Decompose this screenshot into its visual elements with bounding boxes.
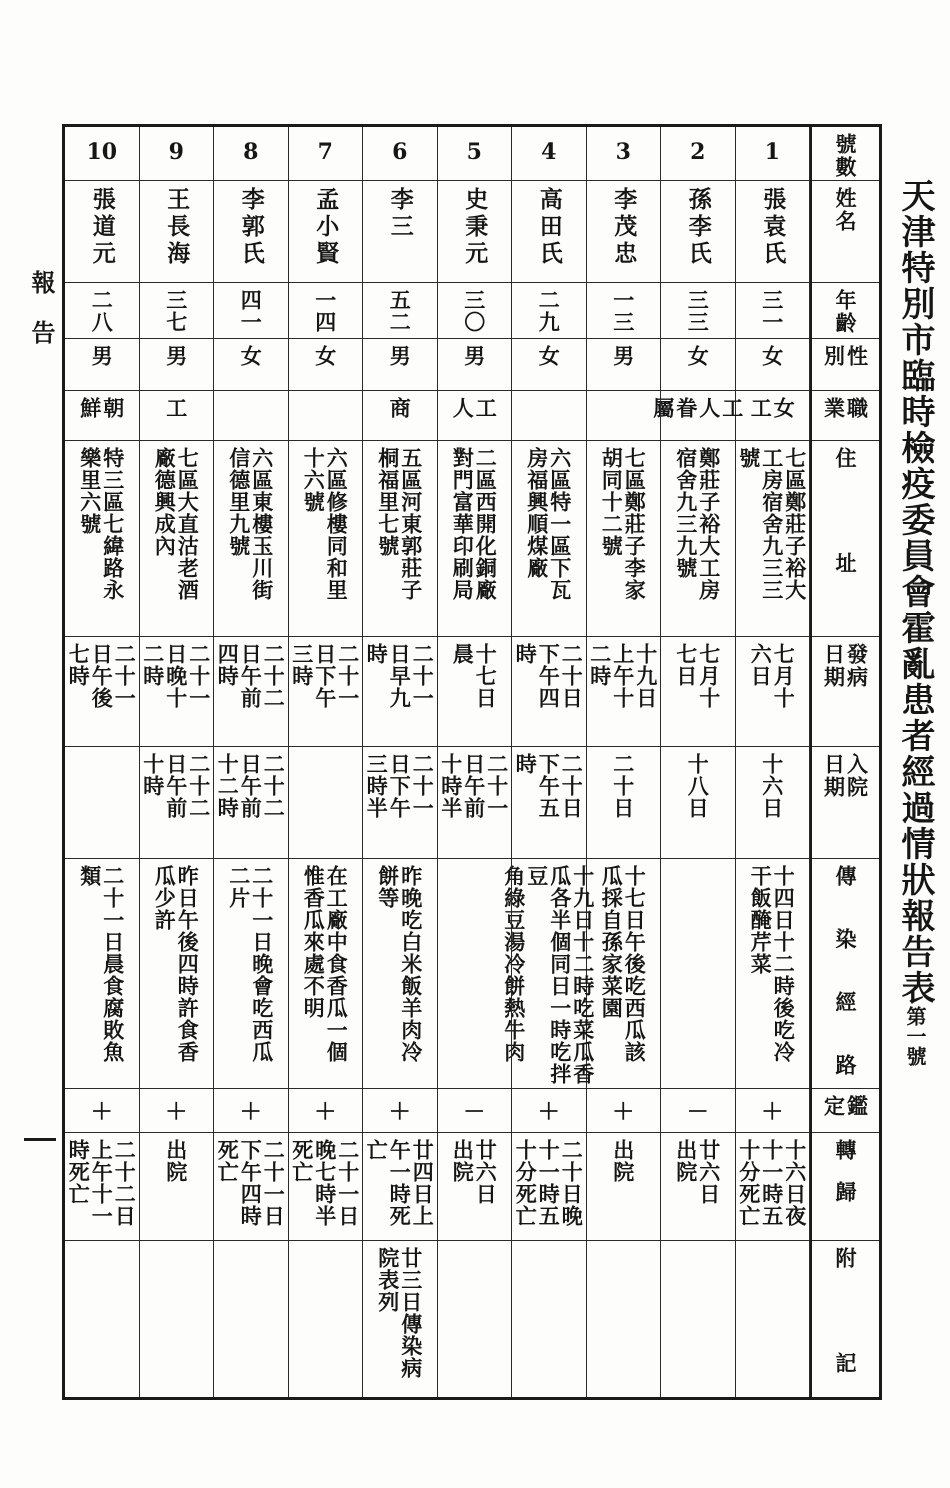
header-remarks-label: 附 記: [833, 1247, 858, 1373]
cell-age-text: 四一: [238, 289, 264, 333]
cell-route-text: 十四日十二時後吃冷 干飯醃芹菜: [748, 865, 797, 1063]
cell-occupation: [214, 391, 288, 441]
cell-verdict: [587, 1089, 661, 1133]
cell-remarks: [587, 1241, 661, 1397]
cell-name-text: 李三: [386, 187, 414, 241]
cell-address: [438, 441, 512, 637]
cell-occupation-text: 商: [387, 397, 413, 419]
cell-outcome-text: 出院: [610, 1139, 636, 1183]
cell-outcome: [661, 1133, 735, 1241]
cell-age: [512, 283, 586, 339]
cell-remarks: [363, 1241, 437, 1397]
patient-column: [650, 127, 745, 1397]
cell-admission-text: 二十一 日午前 十時半: [438, 753, 510, 819]
cell-admission: [140, 747, 214, 859]
cell-occupation-text: 工人 眷屬: [650, 397, 745, 419]
cell-admission-text: 十八日: [685, 753, 711, 819]
cell-address-text: 特三區七緯路永 樂里六號: [77, 447, 126, 601]
cell-verdict-text: －: [686, 1099, 709, 1125]
cell-sex-text: 女: [536, 345, 562, 367]
header-no-label: 號數: [833, 133, 858, 179]
patient-column: [65, 127, 140, 1397]
header-onset-label: 發病 日期: [821, 643, 870, 689]
cell-no-text: 2: [690, 139, 706, 165]
cell-admission-text: 二十二 日午前 十二時: [215, 753, 287, 819]
cell-onset-text: 二十日 下午四 時: [513, 643, 585, 709]
cell-outcome-text: 出院: [163, 1139, 189, 1183]
cell-sex: [736, 339, 810, 391]
cell-age-text: 五二: [387, 289, 413, 333]
cell-address-text: 鄭莊子裕大工房 宿舍九三九號: [673, 447, 722, 601]
cell-remarks: [512, 1241, 586, 1397]
cell-sex-text: 女: [685, 345, 711, 367]
side-label: 報告: [27, 270, 56, 370]
cell-age: [65, 283, 139, 339]
cell-address-text: 五區河東郭莊子 桐福里七號: [375, 447, 424, 601]
cell-admission: [736, 747, 810, 859]
cell-verdict-text: ＋: [537, 1099, 560, 1125]
cell-verdict: [65, 1089, 139, 1133]
cell-occupation-text: 工人: [450, 397, 499, 419]
cell-age: [736, 283, 810, 339]
cell-outcome-text: 廿六日 出院: [450, 1139, 499, 1205]
cell-outcome-text: 二十一日 晚七時半 死亡: [289, 1139, 361, 1227]
cell-sex: [438, 339, 512, 391]
cell-verdict-text: ＋: [165, 1099, 188, 1125]
cell-age: [587, 283, 661, 339]
cell-name: [363, 181, 437, 283]
cell-name: [512, 181, 586, 283]
header-occupation-label: 職業: [821, 397, 870, 420]
cell-occupation-text: 工: [163, 397, 189, 419]
cell-age: [438, 283, 512, 339]
cell-age-text: 一三: [610, 289, 636, 333]
cell-name-text: 張道元: [88, 187, 116, 268]
cell-age: [363, 283, 437, 339]
cell-verdict: [512, 1089, 586, 1133]
cell-admission-text: 二十一 日下午 三時半: [364, 753, 436, 819]
cell-name-text: 史秉元: [461, 187, 489, 268]
patient-column: [140, 127, 215, 1397]
cell-onset: [736, 637, 810, 747]
cell-route: [501, 859, 596, 1089]
cell-sex: [587, 339, 661, 391]
cell-sex-text: 女: [238, 345, 264, 367]
cell-admission-text: 二十二 日午前 十時: [140, 753, 212, 819]
cell-route-text: 十九日十二時吃菜瓜香 瓜各半個同日一時吃拌豆 角綠豆湯冷餅熱牛肉: [501, 865, 596, 1085]
cell-age-text: 三一: [759, 289, 785, 333]
header-route-label: 傳 染 經 路: [833, 865, 858, 1075]
cell-address-text: 六區修樓同和里 十六號: [301, 447, 350, 601]
cell-name-text: 王長海: [163, 187, 191, 268]
cell-age-text: 二九: [536, 289, 562, 333]
cell-occupation: [140, 391, 214, 441]
cell-onset-text: 七月十 六日: [748, 643, 797, 709]
cell-no-text: 1: [764, 139, 780, 165]
cell-verdict-text: ＋: [314, 1099, 337, 1125]
cell-route-text: 昨日午後四時許食香 瓜少許: [152, 865, 201, 1063]
cell-onset-text: 二十一 日早九 時: [364, 643, 436, 709]
header-verdict: [812, 1089, 879, 1133]
cell-onset: [65, 637, 139, 747]
header-sex-label: 性別: [821, 345, 870, 368]
cell-address: [363, 441, 437, 637]
cell-verdict-text: －: [463, 1099, 486, 1125]
cell-admission: [587, 747, 661, 859]
header-occupation: [812, 391, 879, 441]
patient-column: [501, 127, 596, 1397]
cell-sex: [214, 339, 288, 391]
cell-name-text: 高田氏: [535, 187, 563, 268]
cell-no-text: 4: [541, 139, 557, 165]
cell-sex: [289, 339, 363, 391]
patient-column: [363, 127, 438, 1397]
cell-no: [736, 127, 810, 181]
cell-occupation: [438, 391, 512, 441]
cell-no-text: 6: [392, 139, 408, 165]
header-onset: [812, 637, 879, 747]
cell-occupation-text: 朝鮮: [77, 397, 126, 419]
cell-no-text: 10: [86, 139, 118, 165]
cell-remarks: [65, 1241, 139, 1397]
cell-onset: [512, 637, 586, 747]
cell-sex-text: 男: [461, 345, 487, 367]
page-title: [888, 178, 938, 1228]
cell-route: [587, 859, 661, 1089]
cell-name: [289, 181, 363, 283]
cell-address: [65, 441, 139, 637]
cell-remarks: [438, 1241, 512, 1397]
cell-address-text: 六區特一區下瓦 房福興順煤廠: [524, 447, 573, 601]
header-outcome-label: 轉 歸: [833, 1139, 858, 1202]
cell-address: [140, 441, 214, 637]
cell-remarks-text: 廿三日傳染病 院表列: [375, 1247, 424, 1379]
cell-route-text: 十七日午後吃西瓜該 瓜採自孫家菜園: [599, 865, 648, 1063]
header-address: [812, 441, 879, 637]
cell-onset: [661, 637, 735, 747]
page-number: [24, 1138, 56, 1147]
cell-occupation: [289, 391, 363, 441]
header-column: [810, 127, 879, 1397]
cell-outcome: [438, 1133, 512, 1241]
header-age-label: 年齡: [833, 289, 858, 335]
patient-column: [438, 127, 513, 1397]
cell-outcome-text: 二十日晚 十一時五 十分死亡: [513, 1139, 585, 1227]
title-suffix: 第一號: [903, 1006, 927, 1066]
cell-onset-text: 十九日 上午十 二時: [587, 643, 659, 709]
header-route: [812, 859, 879, 1089]
cell-no-text: 3: [615, 139, 631, 165]
cell-no: [438, 127, 512, 181]
cell-remarks: [289, 1241, 363, 1397]
cell-sex-text: 女: [759, 345, 785, 367]
cell-route: [736, 859, 810, 1089]
patient-column: [289, 127, 364, 1397]
header-age: [812, 283, 879, 339]
cell-name-text: 李郭氏: [237, 187, 265, 268]
cell-remarks: [214, 1241, 288, 1397]
cell-sex-text: 男: [610, 345, 636, 367]
cell-sex-text: 女: [312, 345, 338, 367]
cell-age: [289, 283, 363, 339]
cell-outcome-text: 廿六日 出院: [673, 1139, 722, 1205]
cell-verdict: [214, 1089, 288, 1133]
cell-verdict-text: ＋: [761, 1099, 784, 1125]
cell-age: [661, 283, 735, 339]
cell-age-text: 二八: [89, 289, 115, 333]
cell-onset-text: 二十一 日下午 三時: [289, 643, 361, 709]
cell-no: [140, 127, 214, 181]
cell-age-text: 三〇: [461, 289, 487, 333]
cell-name: [736, 181, 810, 283]
cell-admission: [438, 747, 512, 859]
header-name: [812, 181, 879, 283]
cell-address-text: 七區鄭莊子李家 胡同十二號: [599, 447, 648, 601]
cell-address-text: 七區大直沽老酒 廠德興成內: [152, 447, 201, 601]
cell-outcome: [214, 1133, 288, 1241]
cell-age-text: 一四: [312, 289, 338, 333]
cell-verdict: [140, 1089, 214, 1133]
cell-sex-text: 男: [163, 345, 189, 367]
cell-no: [363, 127, 437, 181]
cell-name: [140, 181, 214, 283]
cell-outcome: [736, 1133, 810, 1241]
cell-address: [214, 441, 288, 637]
cell-no: [214, 127, 288, 181]
cell-verdict: [736, 1089, 810, 1133]
cell-age-text: 三三: [685, 289, 711, 333]
cell-no-text: 9: [168, 139, 184, 165]
cell-age-text: 三七: [163, 289, 189, 333]
cell-name: [65, 181, 139, 283]
cell-onset-text: 二十一 日午後 七時: [66, 643, 138, 709]
cell-verdict-text: ＋: [612, 1099, 635, 1125]
cell-route: [661, 859, 735, 1089]
cell-sex: [140, 339, 214, 391]
cell-occupation: [65, 391, 139, 441]
cell-onset: [289, 637, 363, 747]
cell-remarks: [736, 1241, 810, 1397]
title-text: 天津特別市臨時檢疫委員會霍亂患者經過情狀報告表: [895, 178, 935, 1006]
cell-onset: [587, 637, 661, 747]
cell-name-text: 孟小賢: [312, 187, 340, 268]
cell-route: [289, 859, 363, 1089]
cell-onset-text: 十七日 晨: [450, 643, 499, 709]
header-name-label: 姓名: [833, 187, 858, 233]
cell-sex: [661, 339, 735, 391]
cell-admission: [661, 747, 735, 859]
cell-outcome: [363, 1133, 437, 1241]
cell-route-text: 二十一日晨食腐敗魚 類: [77, 865, 126, 1063]
cell-address-text: 七區鄭莊子裕大 工房宿舍九三三 號: [736, 447, 808, 601]
cell-remarks: [140, 1241, 214, 1397]
cell-onset-text: 七月十 七日: [673, 643, 722, 709]
cell-admission: [214, 747, 288, 859]
cell-address: [289, 441, 363, 637]
cell-address: [587, 441, 661, 637]
cell-route: [65, 859, 139, 1089]
cell-admission: [363, 747, 437, 859]
cell-outcome-text: 廿四日上 午一時死 亡: [364, 1139, 436, 1227]
cell-outcome: [140, 1133, 214, 1241]
cell-occupation: [512, 391, 586, 441]
cell-admission-text: 二十日: [610, 753, 636, 819]
cell-name: [661, 181, 735, 283]
cell-outcome-text: 十六日夜 十一時五 十分死亡: [736, 1139, 808, 1227]
cell-name-text: 李茂忠: [610, 187, 638, 268]
cell-name-text: 孫李氏: [684, 187, 712, 268]
cell-route: [438, 859, 512, 1089]
cell-route-text: 在工廠中食香瓜一個 惟香瓜來處不明: [301, 865, 350, 1063]
header-admission: [812, 747, 879, 859]
cell-route: [140, 859, 214, 1089]
cell-verdict: [363, 1089, 437, 1133]
cell-verdict: [289, 1089, 363, 1133]
header-admission-label: 入院 日期: [821, 753, 870, 799]
header-outcome: [812, 1133, 879, 1241]
cell-sex-text: 男: [387, 345, 413, 367]
cell-no-text: 5: [466, 139, 482, 165]
cell-no: [65, 127, 139, 181]
cell-onset-text: 二十一 日晚十 二時: [140, 643, 212, 709]
cell-address-text: 六區東樓玉川街 信德里九號: [226, 447, 275, 601]
cell-sex-text: 男: [89, 345, 115, 367]
cell-age: [140, 283, 214, 339]
report-table: [62, 124, 882, 1400]
cell-no: [512, 127, 586, 181]
cell-onset: [214, 637, 288, 747]
cell-sex: [512, 339, 586, 391]
cell-occupation-text: 女工: [748, 397, 797, 419]
cell-admission: [65, 747, 139, 859]
cell-no-text: 7: [317, 139, 333, 165]
cell-name-text: 張袁氏: [759, 187, 787, 268]
cell-no: [661, 127, 735, 181]
cell-verdict-text: ＋: [239, 1099, 262, 1125]
cell-name: [587, 181, 661, 283]
header-address-label: 住 址: [833, 447, 858, 573]
cell-onset: [363, 637, 437, 747]
cell-sex: [65, 339, 139, 391]
cell-no: [289, 127, 363, 181]
cell-onset: [140, 637, 214, 747]
cell-route-text: 昨晚吃白米飯羊肉冷 餅等: [375, 865, 424, 1063]
cell-outcome: [289, 1133, 363, 1241]
cell-outcome: [512, 1133, 586, 1241]
cell-outcome: [65, 1133, 139, 1241]
cell-route: [363, 859, 437, 1089]
cell-sex: [363, 339, 437, 391]
cell-route-text: 二十一日晚會吃西瓜 二片: [226, 865, 275, 1063]
cell-verdict: [661, 1089, 735, 1133]
cell-remarks: [661, 1241, 735, 1397]
cell-verdict-text: ＋: [388, 1099, 411, 1125]
cell-admission-text: 二十日 下午五 時: [513, 753, 585, 819]
cell-admission-text: 十六日: [759, 753, 785, 819]
cell-onset: [438, 637, 512, 747]
cell-outcome-text: 二十一日 下午四時 死亡: [215, 1139, 287, 1227]
patient-column: [214, 127, 289, 1397]
cell-verdict: [438, 1089, 512, 1133]
cell-address-text: 二區西開化銅廠 對門富華印刷局: [450, 447, 499, 601]
cell-admission: [512, 747, 586, 859]
cell-occupation: [363, 391, 437, 441]
cell-verdict-text: ＋: [90, 1099, 113, 1125]
cell-name: [438, 181, 512, 283]
cell-address: [736, 441, 810, 637]
header-remarks: [812, 1241, 879, 1397]
cell-occupation: [736, 391, 810, 441]
header-verdict-label: 鑑定: [821, 1095, 870, 1118]
cell-occupation: [587, 391, 661, 441]
patient-column: [587, 127, 662, 1397]
cell-outcome: [587, 1133, 661, 1241]
cell-age: [214, 283, 288, 339]
patient-column: [736, 127, 811, 1397]
cell-name: [214, 181, 288, 283]
cell-admission: [289, 747, 363, 859]
cell-outcome-text: 二十二日 上午十一 時死亡: [66, 1139, 138, 1227]
cell-no-text: 8: [243, 139, 259, 165]
header-no: [812, 127, 879, 181]
header-sex: [812, 339, 879, 391]
cell-route: [214, 859, 288, 1089]
cell-address: [512, 441, 586, 637]
cell-address: [661, 441, 735, 637]
cell-onset-text: 二十二 日午前 四時: [215, 643, 287, 709]
cell-no: [587, 127, 661, 181]
cell-occupation: [650, 391, 745, 441]
